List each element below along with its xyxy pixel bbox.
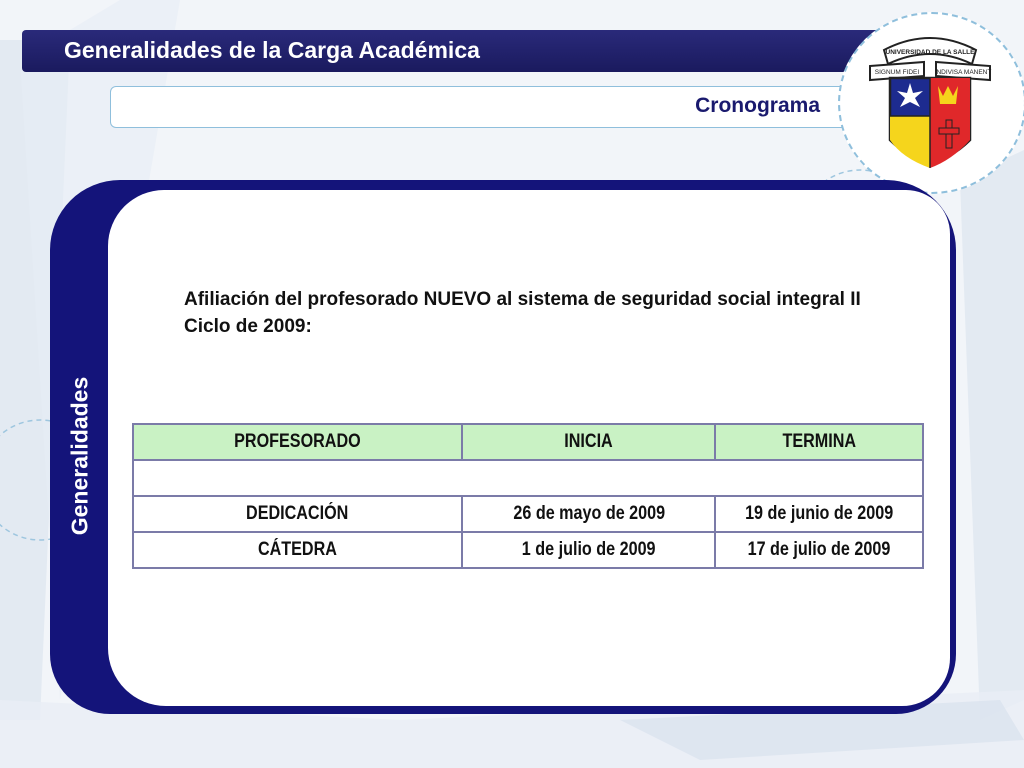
table-empty-cell xyxy=(133,460,923,496)
table-row xyxy=(133,532,923,568)
seal-text-right: INDIVISA MANENT xyxy=(934,69,992,76)
content-heading: Afiliación del profesorado NUEVO al sistema de seguridad social integral II Ciclo de 2009: xyxy=(184,289,861,337)
table-cell: 19 de junio de 2009 xyxy=(715,496,923,532)
table-row xyxy=(133,460,923,496)
university-seal xyxy=(862,30,998,180)
seal-text-left: SIGNUM FIDEI xyxy=(874,69,920,76)
table-row xyxy=(133,496,923,532)
table-header-cell: TERMINA xyxy=(715,424,923,460)
sidebar-label: Generalidades xyxy=(66,376,93,536)
schedule-table xyxy=(132,423,924,569)
table-header-cell: PROFESORADO xyxy=(133,424,462,460)
page-title: Generalidades de la Carga Académica xyxy=(64,37,480,63)
section-subtitle: Cronograma xyxy=(695,94,820,117)
table-cell: CÁTEDRA xyxy=(133,532,462,568)
table-cell: 17 de julio de 2009 xyxy=(715,532,923,568)
seal-text-top: UNIVERSIDAD DE LA SALLE xyxy=(885,49,975,56)
table-cell: 26 de mayo de 2009 xyxy=(462,496,715,532)
table-header-cell: INICIA xyxy=(462,424,715,460)
table-cell: 1 de julio de 2009 xyxy=(462,532,715,568)
table-cell: DEDICACIÓN xyxy=(133,496,462,532)
table-header-row xyxy=(133,424,923,460)
